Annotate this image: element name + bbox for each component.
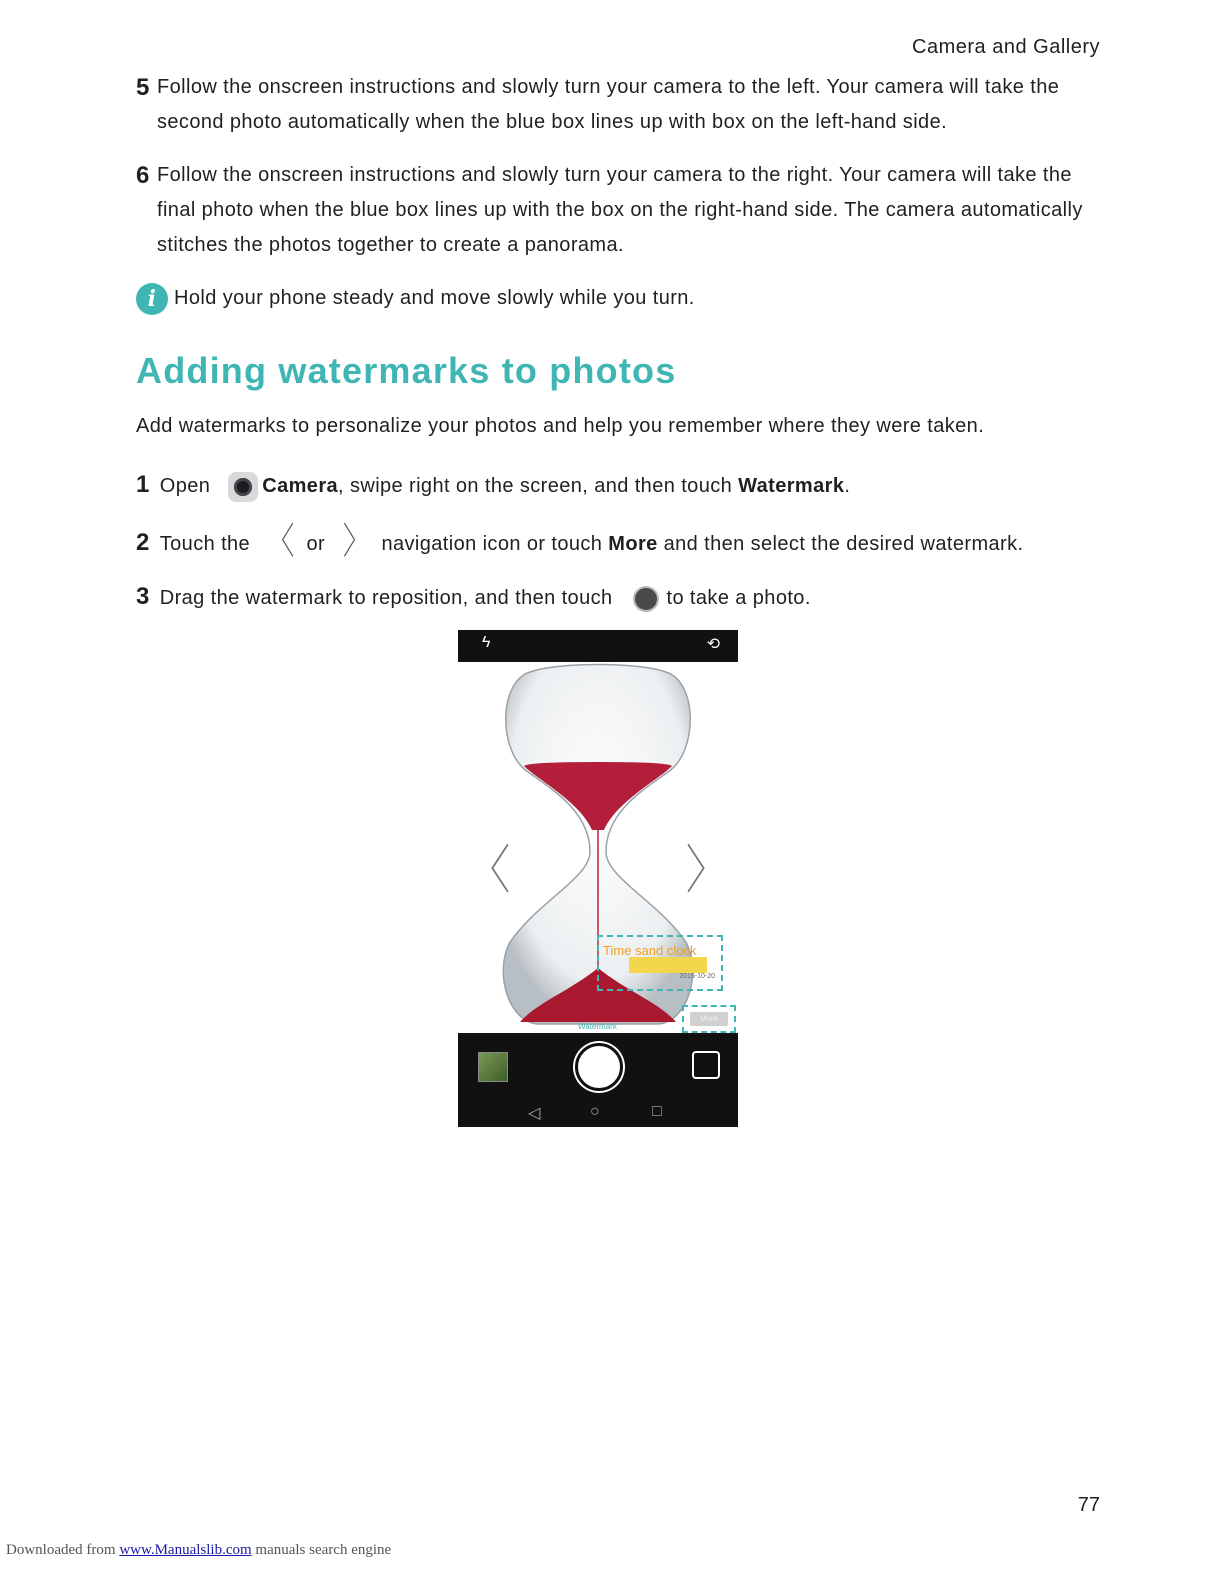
watermark-bar — [629, 957, 707, 973]
step-text: Follow the onscreen instructions and slowly turn your camera to the left. Your camera will take the second photo automatically when the blue box lines up with box on the left-hand side. — [157, 76, 1060, 133]
chevron-left-icon: 〈 — [268, 520, 295, 562]
step-text: Open — [159, 475, 211, 497]
watermark-label: Watermark — [738, 475, 845, 497]
footer — [6, 1542, 391, 1559]
camera-app-icon — [228, 472, 258, 502]
running-header: Camera and Gallery — [912, 36, 1100, 58]
page-number: 77 — [1077, 1494, 1100, 1516]
back-icon[interactable]: ◁ — [528, 1105, 541, 1122]
watermark-overlay[interactable] — [597, 935, 723, 991]
flash-icon[interactable]: ϟ — [482, 634, 491, 651]
more-button[interactable]: More — [690, 1012, 728, 1026]
tip-note — [136, 282, 695, 315]
step-1 — [136, 468, 850, 502]
step-3 — [136, 580, 811, 614]
step-number: 1 — [136, 471, 150, 498]
previous-watermark-arrow[interactable]: 〈 — [470, 842, 510, 900]
more-highlight — [682, 1005, 736, 1033]
step-2 — [136, 520, 1024, 562]
step-text: , swipe right on the screen, and then touch — [338, 475, 733, 497]
shutter-button[interactable] — [575, 1043, 623, 1091]
more-label: More — [608, 533, 658, 555]
step-text: to take a photo. — [666, 587, 811, 609]
video-mode-icon[interactable] — [692, 1051, 720, 1079]
camera-top-bar — [458, 630, 738, 662]
home-icon[interactable]: ○ — [590, 1103, 600, 1120]
step-text: Follow the onscreen instructions and slowly turn your camera to the right. Your camera will take the final photo when the blue box lines up with the box on the right-hand side. The camera automatically stitches the photos together to create a panorama. — [157, 164, 1083, 256]
shutter-icon — [633, 586, 659, 612]
info-icon: i — [136, 283, 168, 315]
watermark-title: Time sand clock — [603, 943, 697, 958]
camera-screenshot — [458, 630, 738, 1127]
switch-camera-icon[interactable]: ⟲ — [706, 636, 720, 653]
manualslib-link[interactable]: www.Manualslib.com — [119, 1542, 252, 1558]
step-text: or — [306, 533, 326, 555]
camera-bottom-bar — [458, 1033, 738, 1127]
step-text: Drag the watermark to reposition, and then touch — [159, 587, 613, 609]
chevron-right-icon: 〉 — [343, 520, 370, 562]
step-text: Touch the — [159, 533, 251, 555]
section-title: Adding watermarks to photos — [136, 350, 677, 391]
step-5 — [136, 70, 1096, 140]
camera-label: Camera — [262, 475, 339, 497]
step-number: 6 — [136, 162, 150, 189]
footer-text: Downloaded from — [6, 1542, 116, 1558]
section-intro: Add watermarks to personalize your photos and help you remember where they were taken. — [136, 415, 985, 437]
watermark-date: 2015-10-20 — [679, 973, 715, 980]
step-text: . — [844, 475, 851, 497]
next-watermark-arrow[interactable]: 〉 — [686, 842, 726, 900]
step-6 — [136, 158, 1096, 263]
step-text: navigation icon or touch — [381, 533, 603, 555]
gallery-thumbnail[interactable] — [478, 1052, 508, 1082]
step-number: 3 — [136, 583, 150, 610]
recent-apps-icon[interactable]: □ — [652, 1103, 662, 1120]
step-number: 2 — [136, 529, 150, 556]
tip-text: Hold your phone steady and move slowly while you turn. — [174, 287, 695, 309]
step-text: and then select the desired watermark. — [663, 533, 1024, 555]
footer-text: manuals search engine — [255, 1542, 392, 1558]
mode-label: Watermark — [578, 1022, 617, 1031]
step-number: 5 — [136, 74, 150, 101]
